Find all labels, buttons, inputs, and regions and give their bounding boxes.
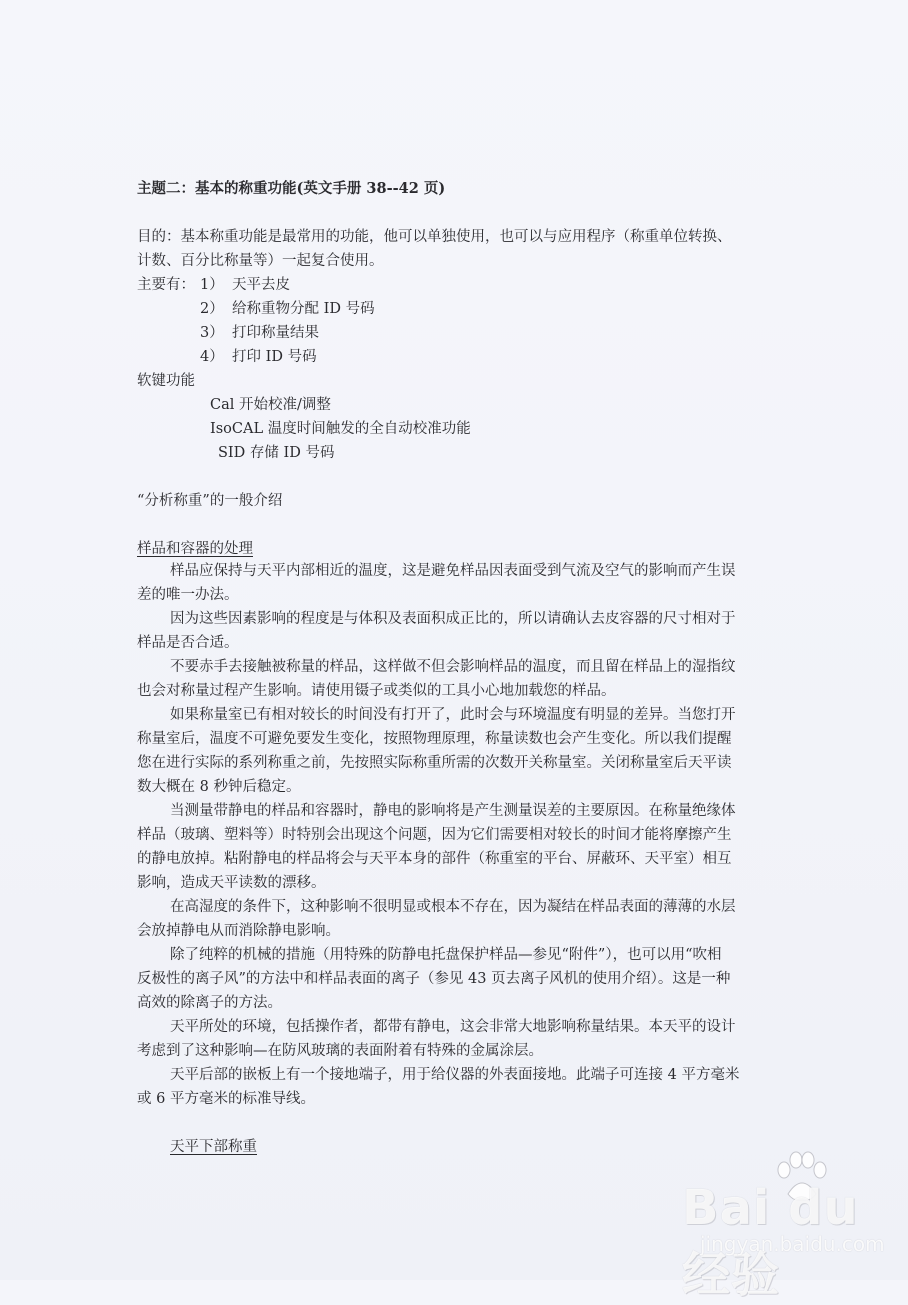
softkey-sid: SID 存储 ID 号码 <box>218 445 335 461</box>
paragraph-line: 样品是否合适。 <box>137 635 239 651</box>
paragraph-line: 天平后部的嵌板上有一个接地端子，用于给仪器的外表面接地。此端子可连接 4 平方毫米 <box>170 1067 740 1083</box>
paragraph-line: 因为这些因素影响的程度是与体积及表面积成正比的，所以请确认去皮容器的尺寸相对于 <box>170 611 736 627</box>
paragraph-line: 您在进行实际的系列称重之前，先按照实际称重所需的次数开关称量室。关闭称量室后天平读 <box>137 755 732 771</box>
list-item: 2） 给称重物分配 ID 号码 <box>200 301 375 317</box>
paragraph-line: 差的唯一办法。 <box>137 587 239 603</box>
watermark-url: jingyan.baidu.com <box>700 1232 885 1256</box>
paragraph-line: 天平所处的环境，包括操作者，都带有静电，这会非常大地影响称量结果。本天平的设计 <box>170 1019 736 1035</box>
page-heading: 主题二：基本的称重功能(英文手册 38--42 页) <box>137 180 446 197</box>
paragraph-line: 当测量带静电的样品和容器时，静电的影响将是产生测量误差的主要原因。在称量绝缘体 <box>170 803 736 819</box>
paragraph-line: 或 6 平方毫米的标准导线。 <box>137 1091 315 1107</box>
list-item: 4） 打印 ID 号码 <box>200 349 317 365</box>
softkeys-title: 软键功能 <box>137 373 195 389</box>
softkey-cal: Cal 开始校准/调整 <box>210 397 331 413</box>
purpose-line-2: 计数、百分比称量等）一起复合使用。 <box>137 253 384 269</box>
paragraph-line: 样品（玻璃、塑料等）时特别会出现这个问题，因为它们需要相对较长的时间才能将摩擦产生 <box>137 827 732 843</box>
paragraph-line: 数大概在 8 秒钟后稳定。 <box>137 779 301 795</box>
section-title-below-weighing: 天平下部称重 <box>170 1139 257 1155</box>
paragraph-line: 会放掉静电从而消除静电影响。 <box>137 923 340 939</box>
softkey-isocal: IsoCAL 温度时间触发的全自动校准功能 <box>210 421 471 437</box>
paragraph-line: 考虑到了这种影响—在防风玻璃的表面附着有特殊的金属涂层。 <box>137 1043 543 1059</box>
watermark-logo-text: Bai du 经验 <box>682 1180 859 1303</box>
intro-title: “分析称重”的一般介绍 <box>137 493 283 509</box>
paragraph-line: 样品应保持与天平内部相近的温度，这是避免样品因表面受到气流及空气的影响而产生误 <box>170 563 736 579</box>
baidu-jingyan-watermark <box>682 1150 885 1303</box>
paragraph-line: 影响，造成天平读数的漂移。 <box>137 875 326 891</box>
section-title-sample-handling: 样品和容器的处理 <box>137 541 253 557</box>
paragraph-line: 如果称量室已有相对较长的时间没有打开了，此时会与环境温度有明显的差异。当您打开 <box>170 707 736 723</box>
paragraph-line: 高效的除离子的方法。 <box>137 995 282 1011</box>
paragraph-line: 的静电放掉。粘附静电的样品将会与天平本身的部件（称重室的平台、屏蔽环、天平室）相互 <box>137 851 732 867</box>
paragraph-line: 也会对称量过程产生影响。请使用镊子或类似的工具小心地加载您的样品。 <box>137 683 616 699</box>
paragraph-line: 除了纯粹的机械的措施（用特殊的防静电托盘保护样品—参见“附件”），也可以用“吹相 <box>170 947 722 963</box>
main-items-lead: 主要有： <box>137 277 195 293</box>
list-item: 3） 打印称量结果 <box>200 325 319 341</box>
purpose-line-1: 目的：基本称重功能是最常用的功能，他可以单独使用，也可以与应用程序（称重单位转换、 <box>137 229 732 245</box>
list-item: 1） 天平去皮 <box>200 277 290 293</box>
paragraph-line: 称量室后，温度不可避免要发生变化，按照物理原理，称量读数也会产生变化。所以我们提醒 <box>137 731 732 747</box>
paragraph-line: 在高湿度的条件下，这种影响不很明显或根本不存在，因为凝结在样品表面的薄薄的水层 <box>170 899 736 915</box>
paragraph-line: 不要赤手去接触被称量的样品，这样做不但会影响样品的温度，而且留在样品上的湿指纹 <box>170 659 736 675</box>
paragraph-line: 反极性的离子风”的方法中和样品表面的离子（参见 43 页去离子风机的使用介绍）。这是一种 <box>137 971 731 987</box>
